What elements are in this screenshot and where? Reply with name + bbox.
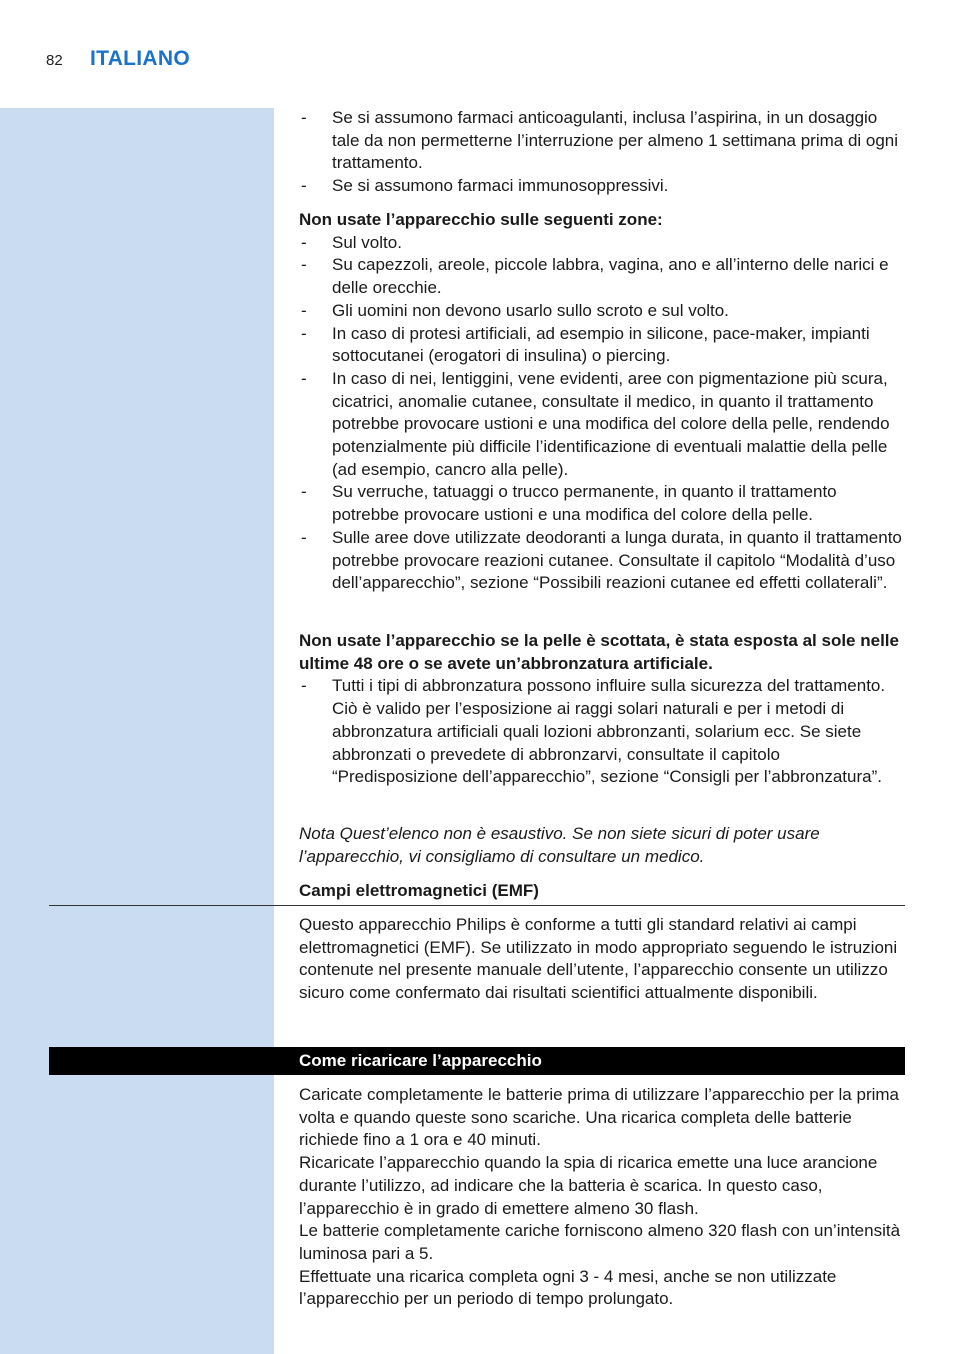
page-number: 82: [46, 52, 63, 69]
list-item: - Se si assumono farmaci anticoagulanti, inclusa l’aspirina, in un dosaggio tale da non permetterne l’interruzione per almeno 1 settimana prima di ogni trattamento.: [299, 107, 905, 175]
list-item: - In caso di protesi artificiali, ad esempio in silicone, pace-maker, impianti sottocutanei (erogatori di insulina) o piercing.: [299, 323, 905, 368]
section-header-bar: [49, 1047, 905, 1075]
charging-section: [299, 1084, 905, 1311]
language-heading: ITALIANO: [90, 47, 190, 70]
charging-paragraph: Effettuate una ricarica completa ogni 3 - 4 mesi, anche se non utilizzate l’apparecchio per un periodo di tempo prolungato.: [299, 1266, 837, 1309]
list-item: - In caso di nei, lentiggini, vene evidenti, aree con pigmentazione più scura, cicatrici, anomalie cutanee, consultate il medico, in quanto il trattamento potrebbe provocare ustioni e una modifica del colore della pelle, rendendo potenzialmente più difficile l’identificazione di eventuali malattie della pelle (ad esempio, cancro alla pelle).: [299, 368, 905, 482]
section-divider: [49, 905, 905, 906]
emf-heading: Campi elettromagnetici (EMF): [299, 881, 539, 900]
list-item: - Tutti i tipi di abbronzatura possono influire sulla sicurezza del trattamento. Ciò è valido per l’esposizione ai raggi solari naturali e per i metodi di abbronzatura artificiali quali lozioni abbronzanti, solarium ecc. Se siete abbronzati o prevedete di abbronzarvi, consultate il capitolo “Predisposizione dell’apparecchio”, sezione “Consigli per l’abbronzatura”.: [299, 675, 905, 789]
list-item: - Su verruche, tatuaggi o trucco permanente, in quanto il trattamento potrebbe provocare ustioni e una modifica del colore della pelle.: [299, 481, 905, 526]
sunburn-heading: Non usate l’apparecchio se la pelle è scottata, è stata esposta al sole nelle ultime 48 ore o se avete un’abbronzatura artificiale.: [299, 631, 899, 673]
list-item: - Se si assumono farmaci immunosoppressivi.: [299, 175, 905, 198]
zones-heading: Non usate l’apparecchio sulle seguenti zone:: [299, 210, 663, 229]
list-item: - Sul volto.: [299, 232, 905, 255]
charging-paragraph: Le batterie completamente cariche forniscono almeno 320 flash con un’intensità luminosa pari a 5.: [299, 1221, 901, 1263]
zones-section: [299, 209, 905, 595]
charging-paragraph: Ricaricate l’apparecchio quando la spia di ricarica emette una luce arancione durante l’utilizzo, ad indicare che la batteria è scarica. In questo caso, l’apparecchio è in grado di emettere almeno 30 flash.: [299, 1153, 878, 1218]
charging-heading: Come ricaricare l’apparecchio: [299, 1051, 542, 1070]
sidebar-panel: [0, 108, 274, 1354]
list-item: - Sulle aree dove utilizzate deodoranti a lunga durata, in quanto il trattamento potrebbe provocare reazioni cutanee. Consultate il capitolo “Modalità d’uso dell’apparecchio”, sezione “Possibili reazioni cutanee ed effetti collaterali”.: [299, 527, 905, 595]
emf-paragraph: Questo apparecchio Philips è conforme a tutti gli standard relativi ai campi elettromagnetici (EMF). Se utilizzato in modo appropriato seguendo le istruzioni contenute nel presente manuale dell’utente, l’apparecchio consente un utilizzo sicuro come confermato dai risultati scientifici attualmente disponibili.: [299, 915, 898, 1003]
sunburn-section: [299, 630, 905, 789]
contraindications-list: [299, 107, 905, 198]
list-item: - Su capezzoli, areole, piccole labbra, vagina, ano e all’interno delle narici e delle orecchie.: [299, 254, 905, 299]
charging-paragraph: Caricate completamente le batterie prima di utilizzare l’apparecchio per la prima volta e quando queste sono scariche. Una ricarica completa delle batterie richiede fino a 1 ora e 40 minuti.: [299, 1085, 899, 1150]
note-text: Nota Quest’elenco non è esaustivo. Se non siete sicuri di poter usare l’apparecchio, vi consigliamo di consultare un medico.: [299, 824, 820, 866]
list-item: - Gli uomini non devono usarlo sullo scroto e sul volto.: [299, 300, 905, 323]
